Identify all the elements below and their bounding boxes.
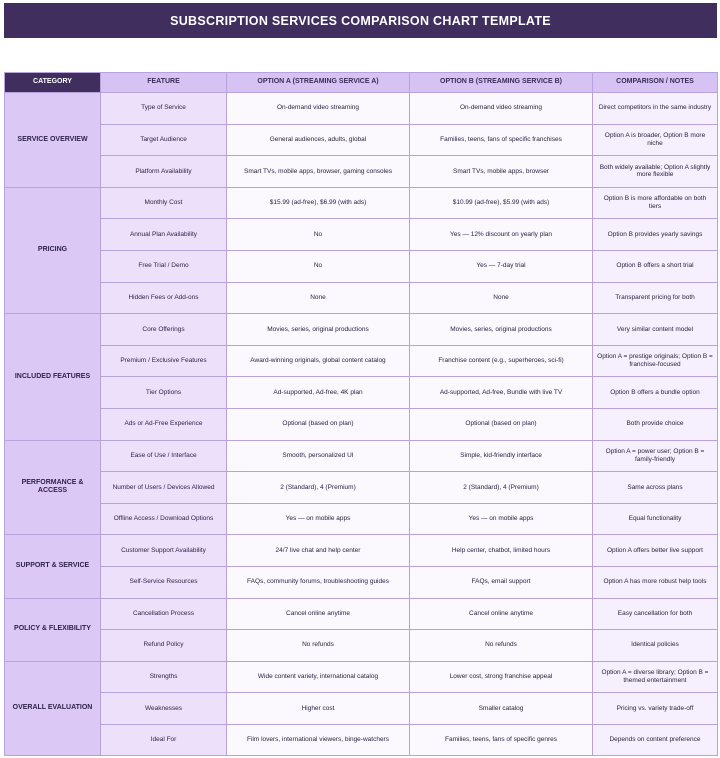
option-a-cell: General audiences, adults, global xyxy=(227,124,410,156)
option-a-cell: Cancel online anytime xyxy=(227,598,410,630)
header-category: CATEGORY xyxy=(5,73,101,93)
notes-cell: Option A = prestige originals; Option B = franchise-focused xyxy=(593,345,718,377)
option-b-cell: No refunds xyxy=(410,630,593,662)
option-a-cell: Higher cost xyxy=(227,693,410,725)
option-a-cell: None xyxy=(227,282,410,314)
notes-cell: Easy cancellation for both xyxy=(593,598,718,630)
option-b-cell: Yes — 7-day trial xyxy=(410,250,593,282)
table-row xyxy=(5,408,718,440)
option-a-cell: Wide content variety, international catalog xyxy=(227,661,410,693)
notes-cell: Both provide choice xyxy=(593,408,718,440)
feature-cell: Hidden Fees or Add-ons xyxy=(101,282,227,314)
notes-cell: Transparent pricing for both xyxy=(593,282,718,314)
header-feature: FEATURE xyxy=(101,73,227,93)
option-b-cell: $10.99 (ad-free), $5.99 (with ads) xyxy=(410,187,593,219)
comparison-table xyxy=(4,72,718,756)
header-option-b: OPTION B (STREAMING SERVICE B) xyxy=(410,73,593,93)
feature-cell: Annual Plan Availability xyxy=(101,219,227,251)
notes-cell: Option B offers a short trial xyxy=(593,250,718,282)
notes-cell: Equal functionality xyxy=(593,503,718,535)
option-b-cell: None xyxy=(410,282,593,314)
option-b-cell: Smart TVs, mobile apps, browser xyxy=(410,156,593,188)
feature-cell: Target Audience xyxy=(101,124,227,156)
table-row xyxy=(5,124,718,156)
option-a-cell: Optional (based on plan) xyxy=(227,408,410,440)
feature-cell: Strengths xyxy=(101,661,227,693)
table-row xyxy=(5,156,718,188)
option-b-cell: Lower cost, strong franchise appeal xyxy=(410,661,593,693)
option-a-cell: 24/7 live chat and help center xyxy=(227,535,410,567)
table-row xyxy=(5,535,718,567)
category-cell: SERVICE OVERVIEW xyxy=(5,93,101,188)
feature-cell: Weaknesses xyxy=(101,693,227,725)
notes-cell: Option A = diverse library; Option B = themed entertainment xyxy=(593,661,718,693)
table-row xyxy=(5,314,718,346)
option-a-cell: Film lovers, international viewers, binge-watchers xyxy=(227,724,410,756)
feature-cell: Ease of Use / Interface xyxy=(101,440,227,472)
option-a-cell: Award-winning originals, global content catalog xyxy=(227,345,410,377)
option-a-cell: Yes — on mobile apps xyxy=(227,503,410,535)
option-a-cell: Smart TVs, mobile apps, browser, gaming consoles xyxy=(227,156,410,188)
table-row xyxy=(5,472,718,504)
category-cell: POLICY & FLEXIBILITY xyxy=(5,598,101,661)
feature-cell: Number of Users / Devices Allowed xyxy=(101,472,227,504)
option-b-cell: Movies, series, original productions xyxy=(410,314,593,346)
table-row xyxy=(5,250,718,282)
header-option-a: OPTION A (STREAMING SERVICE A) xyxy=(227,73,410,93)
option-b-cell: Ad-supported, Ad-free, Bundle with live TV xyxy=(410,377,593,409)
notes-cell: Same across plans xyxy=(593,472,718,504)
page-title: SUBSCRIPTION SERVICES COMPARISON CHART TEMPLATE xyxy=(4,3,717,38)
option-a-cell: No refunds xyxy=(227,630,410,662)
table-row xyxy=(5,345,718,377)
option-b-cell: Simple, kid-friendly interface xyxy=(410,440,593,472)
option-b-cell: Help center, chatbot, limited hours xyxy=(410,535,593,567)
table-row xyxy=(5,187,718,219)
notes-cell: Option A offers better live support xyxy=(593,535,718,567)
category-cell: SUPPORT & SERVICE xyxy=(5,535,101,598)
option-b-cell: Families, teens, fans of specific genres xyxy=(410,724,593,756)
table-row xyxy=(5,93,718,125)
option-b-cell: Smaller catalog xyxy=(410,693,593,725)
table-row xyxy=(5,440,718,472)
header-row xyxy=(5,73,718,93)
option-a-cell: $15.99 (ad-free), $6.99 (with ads) xyxy=(227,187,410,219)
table-row xyxy=(5,724,718,756)
notes-cell: Depends on content preference xyxy=(593,724,718,756)
option-a-cell: Movies, series, original productions xyxy=(227,314,410,346)
table-row xyxy=(5,630,718,662)
notes-cell: Pricing vs. variety trade-off xyxy=(593,693,718,725)
category-cell: OVERALL EVALUATION xyxy=(5,661,101,756)
option-a-cell: Smooth, personalized UI xyxy=(227,440,410,472)
notes-cell: Option A = power user; Option B = family-friendly xyxy=(593,440,718,472)
category-cell: PRICING xyxy=(5,187,101,313)
table-row xyxy=(5,661,718,693)
table-row xyxy=(5,693,718,725)
feature-cell: Platform Availability xyxy=(101,156,227,188)
notes-cell: Very similar content model xyxy=(593,314,718,346)
feature-cell: Core Offerings xyxy=(101,314,227,346)
feature-cell: Monthly Cost xyxy=(101,187,227,219)
option-a-cell: On-demand video streaming xyxy=(227,93,410,125)
notes-cell: Option A has more robust help tools xyxy=(593,566,718,598)
option-a-cell: FAQs, community forums, troubleshooting guides xyxy=(227,566,410,598)
notes-cell: Option B is more affordable on both tiers xyxy=(593,187,718,219)
option-b-cell: Optional (based on plan) xyxy=(410,408,593,440)
option-b-cell: 2 (Standard), 4 (Premium) xyxy=(410,472,593,504)
table-row xyxy=(5,566,718,598)
header-notes: COMPARISON / NOTES xyxy=(593,73,718,93)
feature-cell: Self-Service Resources xyxy=(101,566,227,598)
option-b-cell: Yes — 12% discount on yearly plan xyxy=(410,219,593,251)
option-b-cell: Families, teens, fans of specific franchises xyxy=(410,124,593,156)
feature-cell: Type of Service xyxy=(101,93,227,125)
notes-cell: Option A is broader, Option B more niche xyxy=(593,124,718,156)
notes-cell: Direct competitors in the same industry xyxy=(593,93,718,125)
table-row xyxy=(5,503,718,535)
option-b-cell: On-demand video streaming xyxy=(410,93,593,125)
notes-cell: Both widely available; Option A slightly more flexible xyxy=(593,156,718,188)
feature-cell: Offline Access / Download Options xyxy=(101,503,227,535)
feature-cell: Customer Support Availability xyxy=(101,535,227,567)
feature-cell: Premium / Exclusive Features xyxy=(101,345,227,377)
table-row xyxy=(5,219,718,251)
option-a-cell: Ad-supported, Ad-free, 4K plan xyxy=(227,377,410,409)
option-b-cell: Cancel online anytime xyxy=(410,598,593,630)
table-row xyxy=(5,377,718,409)
category-cell: INCLUDED FEATURES xyxy=(5,314,101,440)
category-cell: PERFORMANCE & ACCESS xyxy=(5,440,101,535)
table-row xyxy=(5,598,718,630)
option-b-cell: Franchise content (e.g., superheroes, sci-fi) xyxy=(410,345,593,377)
feature-cell: Cancellation Process xyxy=(101,598,227,630)
table-body xyxy=(5,93,718,756)
option-a-cell: 2 (Standard), 4 (Premium) xyxy=(227,472,410,504)
notes-cell: Identical policies xyxy=(593,630,718,662)
option-a-cell: No xyxy=(227,219,410,251)
feature-cell: Refund Policy xyxy=(101,630,227,662)
notes-cell: Option B provides yearly savings xyxy=(593,219,718,251)
table-row xyxy=(5,282,718,314)
feature-cell: Free Trial / Demo xyxy=(101,250,227,282)
feature-cell: Tier Options xyxy=(101,377,227,409)
feature-cell: Ideal For xyxy=(101,724,227,756)
option-b-cell: Yes — on mobile apps xyxy=(410,503,593,535)
notes-cell: Option B offers a bundle option xyxy=(593,377,718,409)
feature-cell: Ads or Ad-Free Experience xyxy=(101,408,227,440)
option-b-cell: FAQs, email support xyxy=(410,566,593,598)
option-a-cell: No xyxy=(227,250,410,282)
